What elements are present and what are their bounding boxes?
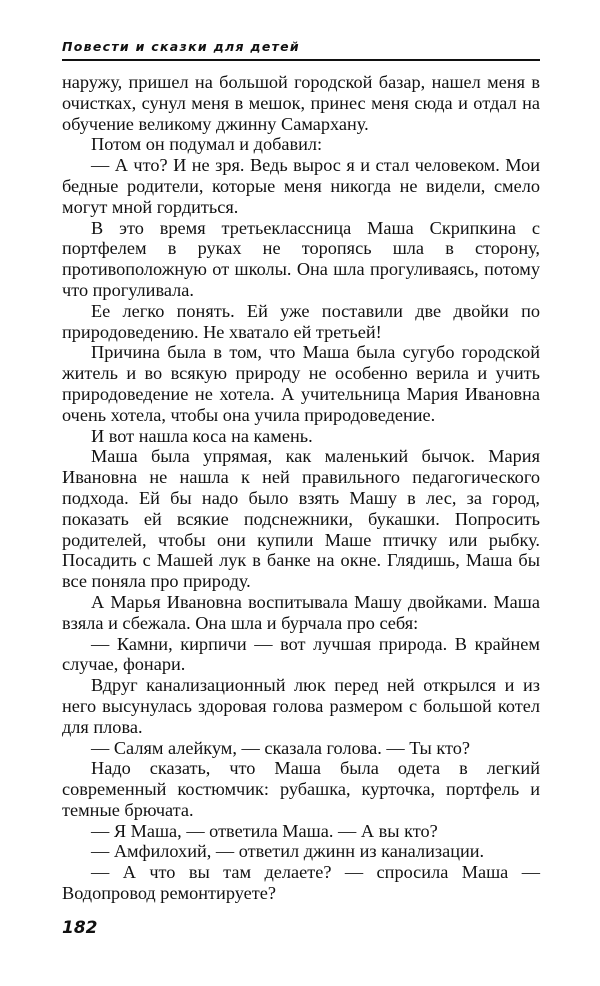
paragraph: — А что вы там делаете? — спросила Маша — Водопровод ремонтируете? xyxy=(62,862,540,904)
paragraph: Ее легко понять. Ей уже поставили две двойки по природоведению. Не хватало ей третьей! xyxy=(62,300,540,342)
running-title: Повести и сказки для детей xyxy=(62,39,300,54)
paragraph: И вот нашла коса на камень. xyxy=(91,425,313,446)
paragraph: — Камни, кирпичи — вот лучшая природа. В крайнем случае, фонари. xyxy=(62,633,540,675)
paragraph: Потом он подумал и добавил: xyxy=(91,134,323,155)
page-number: 182 xyxy=(62,918,98,938)
paragraph: Надо сказать, что Маша была одета в легкий современный костюмчик: рубашка, курточка, портфель и темные брючата. xyxy=(62,758,540,820)
running-header xyxy=(62,37,540,61)
paragraph: А Марья Ивановна воспитывала Машу двойками. Маша взяла и сбежала. Она шла и бурчала про себя: xyxy=(62,591,540,633)
paragraph: Вдруг канализационный люк перед ней открылся и из него высунулась здоровая голова размером с большой котел для плова. xyxy=(62,675,540,737)
paragraph: — А что? И не зря. Ведь вырос я и стал человеком. Мои бедные родители, которые меня никогда не видели, смело могут мной гордиться. xyxy=(62,155,540,217)
paragraph: — Салям алейкум, — сказала голова. — Ты кто? xyxy=(91,737,470,758)
paragraph: Маша была упрямая, как маленький бычок. Мария Ивановна не нашла к ней правильного педагогического подхода. Ей бы надо было взять Машу в лес, за город, показать ей всякие подснежники, букашки. Попросить родителей, чтобы они купили Маше птичку или рыбку. Посадить с Машей лук в банке на окне. Глядишь, Маша бы все поняла про природу. xyxy=(62,446,540,592)
paragraph: — Я Маша, — ответила Маша. — А вы кто? xyxy=(91,820,438,841)
paragraph: наружу, пришел на большой городской базар, нашел меня в очистках, сунул меня в мешок, принес меня сюда и отдал на обучение великому джинну Самархану. xyxy=(62,72,540,134)
page-body xyxy=(62,72,540,904)
paragraph: Причина была в том, что Маша была сугубо городской житель и во всякую природу не особенно верила и учить природоведение не хотела. А учительница Мария Ивановна очень хотела, чтобы она учила природоведение. xyxy=(62,342,540,425)
paragraph: В это время третьеклассница Маша Скрипкина с портфелем в руках не торопясь шла в сторону, противоположную от школы. Она шла прогуливаясь, потому что прогуливала. xyxy=(62,217,540,300)
paragraph: — Амфилохий, — ответил джинн из канализации. xyxy=(91,841,485,862)
